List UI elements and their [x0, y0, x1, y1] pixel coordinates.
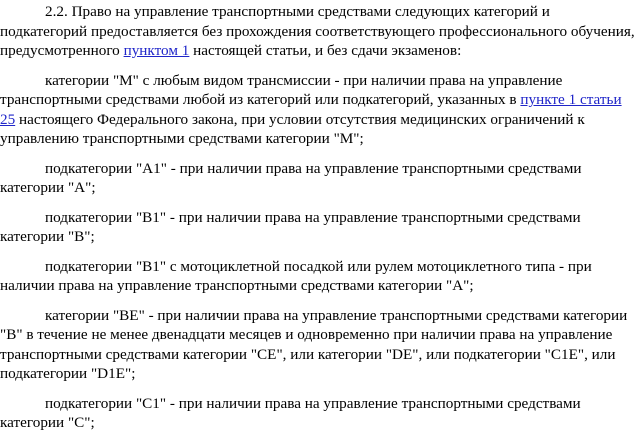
link-punkt-1[interactable]: пунктом 1 — [123, 42, 190, 60]
paragraph-category-m-text-end: настоящего Федерального закона, при условии отсутствия медицинских ограничений к управлению транспортными средствами категории "M"; — [0, 110, 585, 148]
paragraph-category-m — [0, 71, 636, 149]
paragraph-subcategory-c1: подкатегории "C1" - при наличии права на управление транспортными средствами категории "C"; — [0, 394, 581, 432]
paragraph-category-m-text-start: категории "M" с любым видом трансмиссии - при наличии права на управление транспортными средствами любой из категорий или подкатегорий, указанных в — [0, 71, 563, 109]
paragraph-2-2-text-end: настоящей статьи, и без сдачи экзаменов: — [189, 42, 462, 60]
paragraph-2-2-text-start: 2.2. Право на управление транспортными средствами следующих категорий и подкатегорий предоставляется без прохождения соответствующего профессионального обучения, предусмотренного — [0, 3, 635, 60]
paragraph-subcategory-b1-moto: подкатегории "B1" с мотоциклетной посадкой или рулем мотоциклетного типа - при наличии права на управление транспортными средствами категории "A"; — [0, 257, 592, 295]
link-punkt-1-statya-25[interactable]: пункте 1 статьи 25 — [0, 91, 622, 128]
paragraph-subcategory-a1: подкатегории "A1" - при наличии права на управление транспортными средствами категории "A"; — [0, 159, 582, 197]
paragraph-category-be: категории "BE" - при наличии права на управление транспортными средствами категории "B" в течение не менее двенадцати месяцев и одновременно при наличии права на управление транспортными средствами категории "CE", или категории "DE", или подкатегории "C1E", или подкатегории "D1E"; — [0, 306, 628, 383]
paragraph-subcategory-b1: подкатегории "B1" - при наличии права на управление транспортными средствами категории "B"; — [0, 208, 581, 246]
paragraph-2-2 — [0, 2, 636, 61]
